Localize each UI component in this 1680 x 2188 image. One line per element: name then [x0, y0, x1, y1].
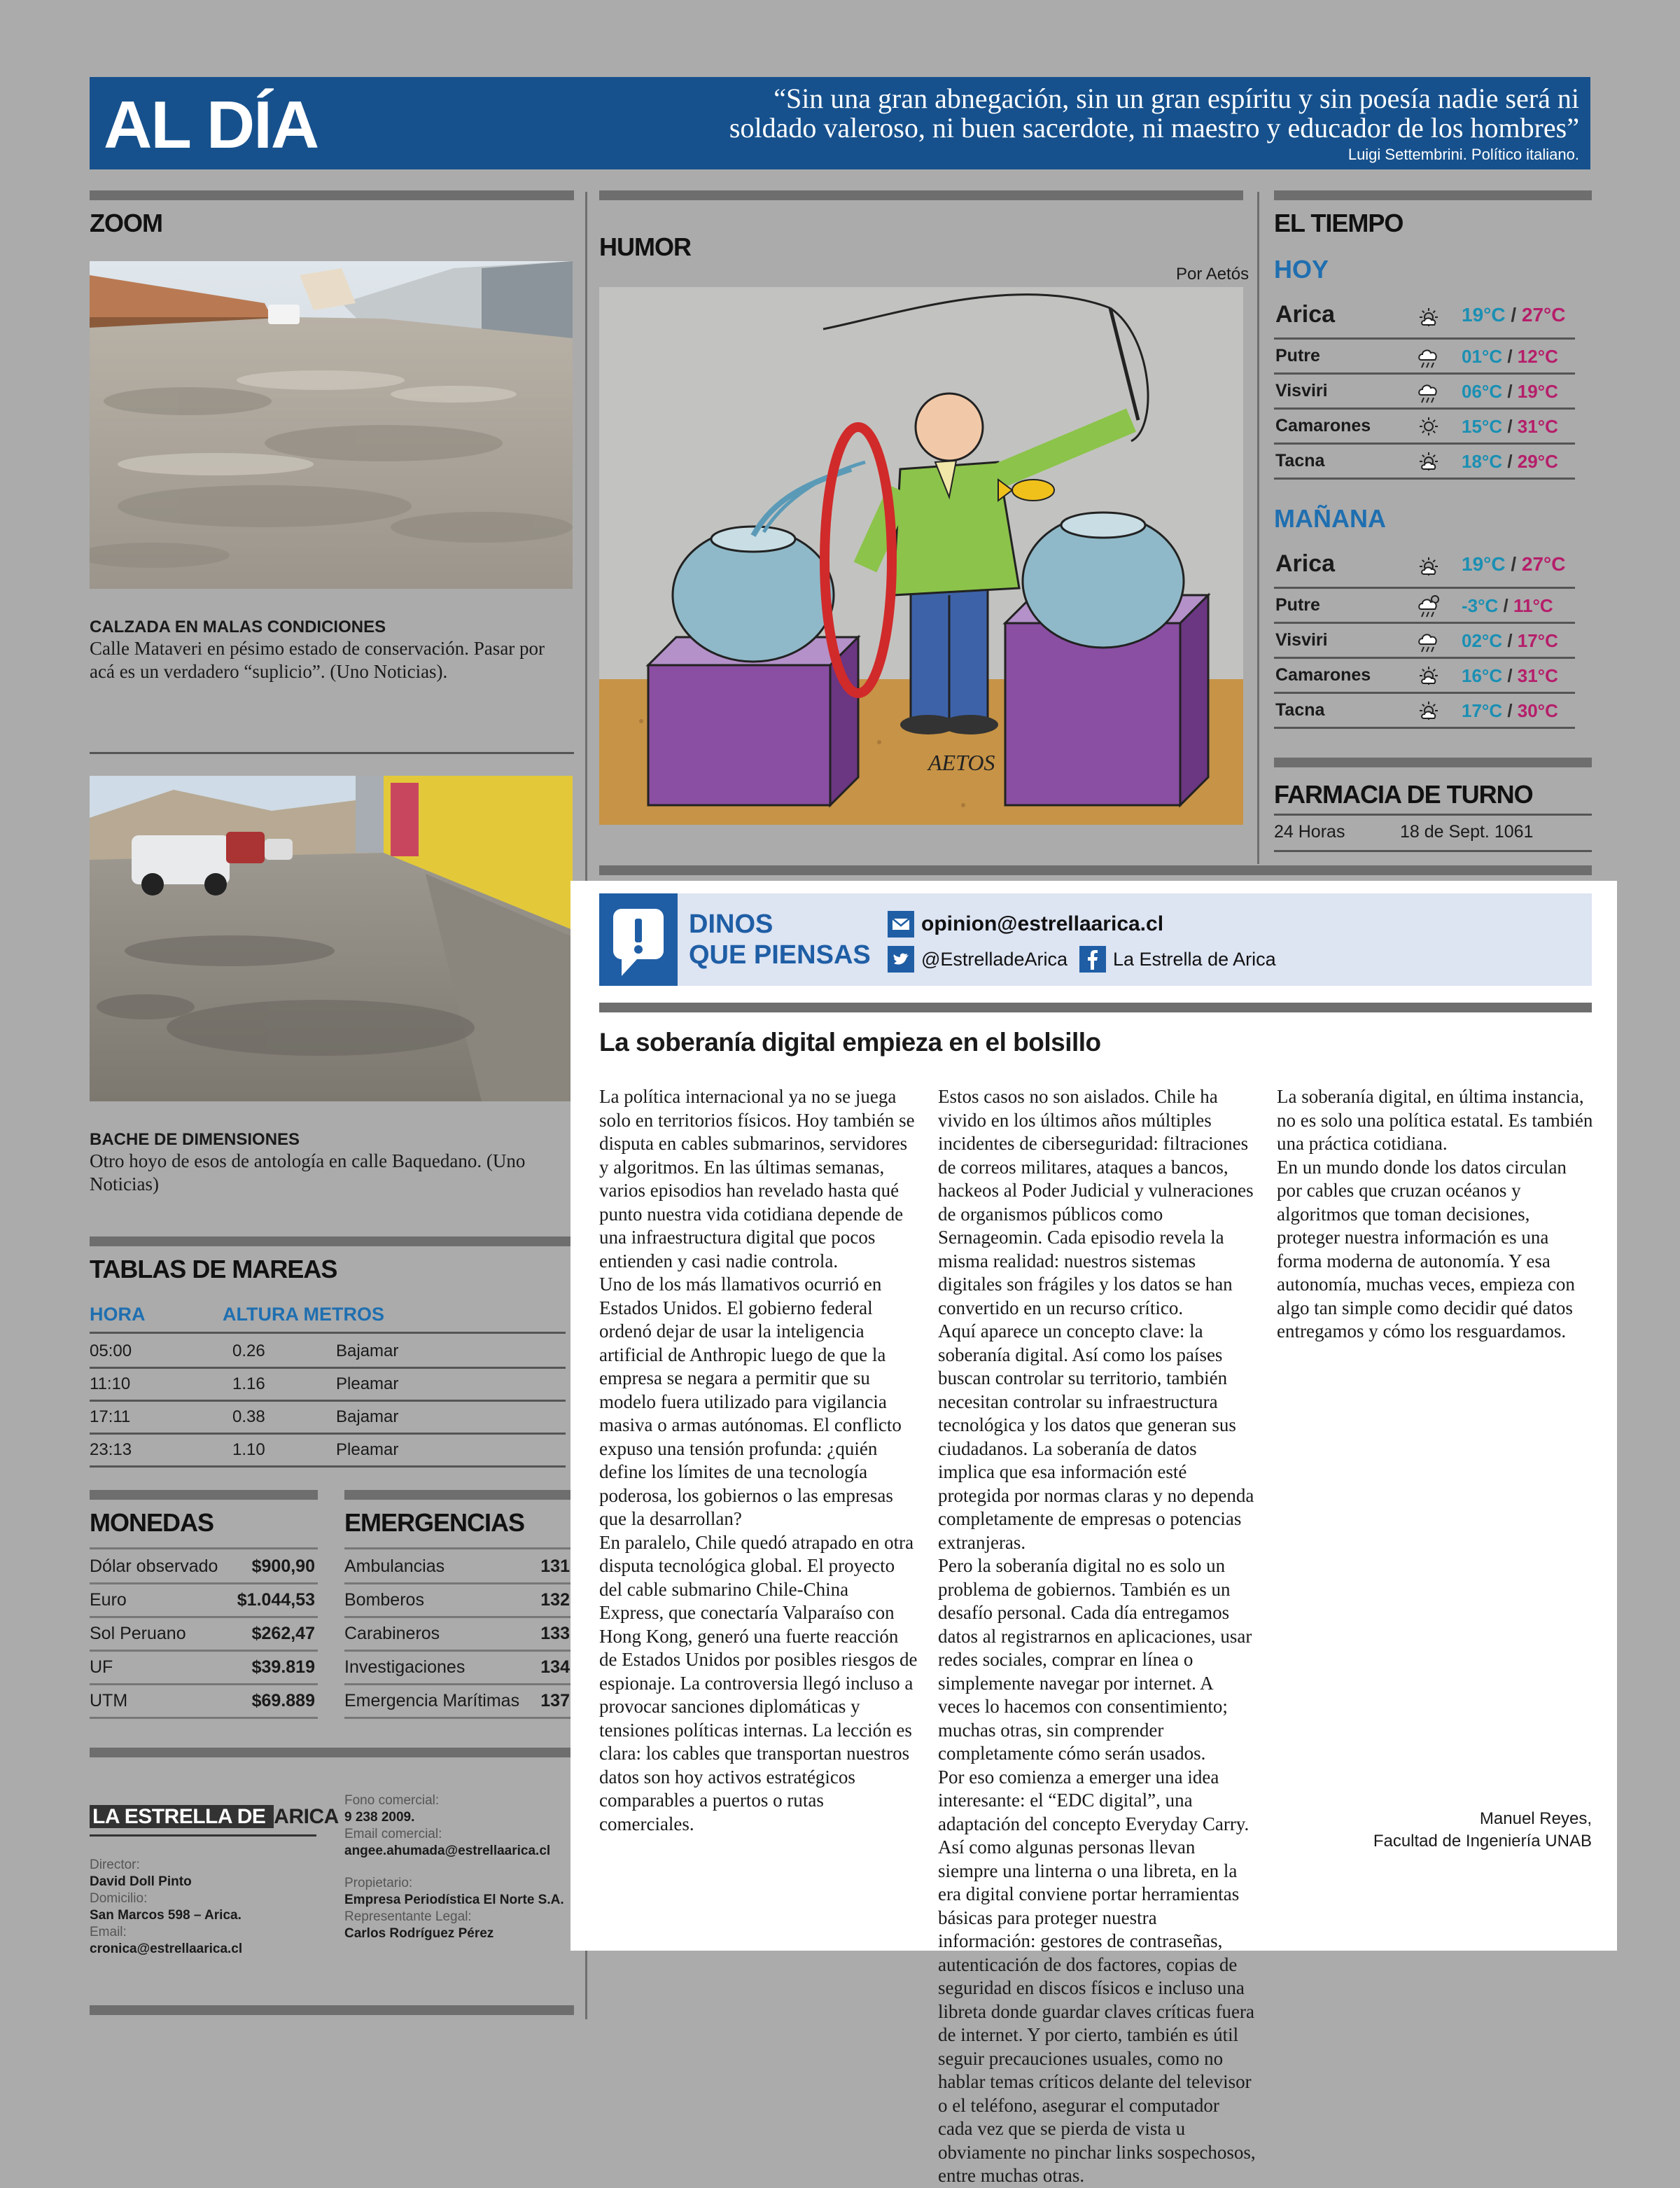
table-row — [90, 1433, 566, 1468]
weather-row — [1274, 622, 1575, 659]
currency-value: $262,47 — [251, 1624, 315, 1643]
section-title: AL DÍA — [104, 88, 318, 162]
weather-row — [1274, 443, 1575, 480]
tides-title: TABLAS DE MAREAS — [90, 1255, 337, 1283]
temp-max: 17°C — [1517, 630, 1558, 651]
tide-time: 05:00 — [90, 1342, 132, 1360]
table-row — [344, 1549, 573, 1584]
twitter-icon — [888, 946, 914, 973]
section-rule — [599, 865, 1592, 875]
table-row — [90, 1549, 318, 1584]
opinion-email-link[interactable] — [888, 912, 1163, 937]
table-row — [90, 1650, 318, 1685]
column-divider — [1257, 192, 1259, 864]
weather-temps: 15°C / 31°C — [1462, 416, 1558, 437]
opinion-icon-box — [599, 893, 678, 986]
weather-temps: 19°C / 27°C — [1462, 553, 1566, 575]
tide-height: 0.26 — [232, 1342, 265, 1360]
temp-max: 31°C — [1517, 416, 1558, 437]
weather-city: Visviri — [1275, 381, 1328, 400]
director-label: Director: — [90, 1858, 140, 1872]
article-headline: La soberanía digital empieza en el bolsillo — [599, 1028, 1101, 1057]
divider — [90, 752, 574, 754]
temp-min: 15°C — [1462, 416, 1503, 437]
tide-type: Bajamar — [336, 1342, 399, 1360]
tides-col-altura: ALTURA METROS — [223, 1304, 384, 1325]
table-row — [90, 1617, 318, 1652]
weather-temps: 18°C / 29°C — [1462, 451, 1558, 472]
rain-cloud-icon — [1414, 626, 1443, 655]
quote-author: Luigi Settembrini. Político italiano. — [1348, 146, 1579, 163]
weather-city: Tacna — [1275, 700, 1325, 720]
currency-value: $39.819 — [251, 1657, 315, 1677]
fono-label: Fono comercial: — [344, 1793, 440, 1808]
zoom-title: ZOOM — [90, 209, 162, 237]
table-row — [344, 1583, 573, 1618]
cartoon-signature: AETOS — [928, 750, 995, 775]
quote-line-1: “Sin una gran abnegación, sin un gran espíritu y sin poesía nadie será ni — [774, 83, 1579, 114]
weather-city: Arica — [1275, 550, 1336, 577]
weather-city: Visviri — [1275, 630, 1328, 650]
temp-max: 11°C — [1513, 595, 1553, 616]
divider — [1274, 850, 1592, 852]
section-rule — [90, 2005, 574, 2015]
weather-row — [1274, 543, 1575, 589]
humor-cartoon — [599, 287, 1243, 825]
table-row — [90, 1684, 318, 1719]
article-paragraph: Pero la soberanía digital no es solo un problema de gobiernos. También es un desafío personal. Cada día entregamos datos al registrarnos en aplicaciones, usar redes sociales, comprar en línea o simplemente navegar por internet. A veces lo hacemos con consentimiento; muchas otras, sin comprender completamente cómo serán usados. — [938, 1555, 1252, 1764]
fono-value: 9 238 2009. — [344, 1810, 415, 1825]
article-column-3 — [1277, 1085, 1595, 1344]
email-label: Email: — [90, 1925, 127, 1939]
opinion-email: opinion@estrellaarica.cl — [921, 912, 1164, 935]
tide-time: 23:13 — [90, 1440, 132, 1459]
weather-row — [1274, 337, 1575, 375]
divider — [1274, 814, 1592, 816]
speech-bubble-icon — [599, 893, 678, 986]
temp-max: 27°C — [1521, 553, 1566, 575]
weather-row — [1274, 587, 1575, 624]
emergency-number: 137 — [540, 1691, 570, 1710]
weather-today-label: HOY — [1274, 255, 1329, 284]
table-row — [344, 1684, 573, 1719]
weather-temps: -3°C / 11°C — [1462, 595, 1553, 616]
sun-rain-icon — [1414, 591, 1443, 620]
article-paragraph: Por eso comienza a emerger una idea interesante: el “EDC digital”, una adaptación del concepto Everyday Carry. Así como algunas personas llevan siempre una linterna o una libreta, en la era digital conviene portar herramientas básicas para proteger nuestra información: gestores de contraseñas, autenticación de dos factores, copias de seguridad en discos físicos e incluso una libreta donde guardar claves críticas fuera de internet. Y por cierto, también es útil seguir precauciones usuales, como no hablar temas críticos delante del televisor o el teléfono, asegurar el computador cada vez que se pierda de vista u obviamente no pinchar links sospechosos, entre muchas otras. — [938, 1766, 1256, 2186]
logo-text-a: LA ESTRELLA DE — [90, 1805, 274, 1828]
rain-cloud-icon — [1414, 377, 1443, 406]
author-affiliation: Facultad de Ingeniería UNAB — [1373, 1832, 1592, 1851]
propietario-label: Propietario: — [344, 1876, 413, 1890]
pharmacy-address: 18 de Sept. 1061 — [1400, 822, 1534, 842]
header-quote — [729, 84, 1579, 143]
section-rule — [1274, 190, 1592, 200]
twitter-handle: @EstrelladeArica — [921, 948, 1068, 970]
tide-time: 17:11 — [90, 1407, 131, 1426]
section-rule — [90, 1748, 574, 1757]
opinion-label — [689, 909, 871, 970]
temp-min: 02°C — [1462, 630, 1503, 651]
emergency-number: 133 — [540, 1624, 570, 1643]
tide-type: Bajamar — [336, 1407, 399, 1426]
domicilio-value: San Marcos 598 – Arica. — [90, 1908, 241, 1923]
facebook-link[interactable] — [1079, 945, 1276, 973]
weather-row — [1274, 407, 1575, 445]
tide-time: 11:10 — [90, 1374, 131, 1393]
opinion-label-line1: DINOS — [689, 910, 774, 939]
emergency-name: Investigaciones — [344, 1657, 465, 1677]
section-rule — [599, 190, 1243, 200]
temp-min: 17°C — [1462, 700, 1503, 721]
pharmacy-hours: 24 Horas — [1274, 822, 1345, 842]
newspaper-logo — [90, 1805, 339, 1837]
temp-min: 06°C — [1462, 381, 1503, 402]
table-row — [90, 1335, 566, 1369]
tides-col-hora: HORA — [90, 1304, 146, 1325]
opinion-label-line2: QUE PIENSAS — [689, 940, 871, 970]
article-paragraph: La política internacional ya no se juega solo en territorios físicos. Hoy también se disputa en cables submarinos, servidores y algoritmos. En las últimas semanas, varios episodios han revelado hasta qué punto nuestra vida cotidiana depende de una infraestructura digital que pocos entienden y casi nadie controla. — [599, 1086, 915, 1271]
rep-label: Representante Legal: — [344, 1909, 472, 1924]
email-com-label: Email comercial: — [344, 1827, 442, 1841]
photo-caption-1 — [90, 618, 573, 683]
director-name: David Doll Pinto — [90, 1874, 192, 1889]
weather-temps: 17°C / 30°C — [1462, 700, 1558, 721]
temp-min: 18°C — [1462, 451, 1503, 472]
weather-tomorrow-label: MAÑANA — [1274, 504, 1386, 533]
weather-temps: 02°C / 17°C — [1462, 630, 1558, 651]
article-paragraph: Estos casos no son aislados. Chile ha vivido en los últimos años múltiples incidentes de ciberseguridad: filtraciones de correos militares, ataques a bancos, hackeos al Poder Judicial y vulneraciones de organismos públicos como Sernageomin. Cada episodio revela la misma realidad: nuestros sistemas digitales son frágiles y los datos se han convertido en un recurso crítico. — [938, 1086, 1254, 1318]
temp-max: 19°C — [1517, 381, 1558, 402]
table-row — [90, 1367, 566, 1402]
sun-icon — [1414, 412, 1443, 441]
weather-city: Arica — [1275, 301, 1336, 328]
emergencies-title: EMERGENCIAS — [344, 1508, 525, 1537]
page-header — [90, 77, 1590, 169]
email-com-value: angee.ahumada@estrellaarica.cl — [344, 1844, 551, 1858]
caption-title: BACHE DE DIMENSIONES — [90, 1130, 300, 1149]
section-rule — [90, 1490, 318, 1500]
emergency-name: Emergencia Marítimas — [344, 1691, 520, 1710]
weather-city: Camarones — [1275, 416, 1371, 435]
humor-title: HUMOR — [599, 232, 691, 261]
masthead-staff — [90, 1857, 242, 1958]
propietario-value: Empresa Periodística El Norte S.A. — [344, 1893, 564, 1907]
masthead-commercial — [344, 1792, 564, 1942]
weather-temps: 19°C / 27°C — [1462, 304, 1566, 326]
table-row — [344, 1650, 573, 1685]
emergency-number: 132 — [540, 1590, 570, 1610]
article-column-2 — [938, 1085, 1256, 2188]
table-row — [90, 1583, 318, 1618]
currency-name: UF — [90, 1657, 113, 1677]
author-name: Manuel Reyes, — [1479, 1809, 1592, 1828]
weather-row — [1274, 372, 1575, 410]
tide-height: 0.38 — [232, 1407, 265, 1426]
temp-min: 16°C — [1462, 665, 1503, 686]
article-author — [1373, 1808, 1592, 1853]
article-paragraph: Aquí aparece un concepto clave: la soberanía digital. Así como los países buscan controlar su territorio, también necesitan controlar su infraestructura tecnológica y los datos que generan sus ciudadanos. La soberanía de datos implica que esa información esté protegida por normas claras y no dependa completamente de empresas o potencias extranjeras. — [938, 1321, 1254, 1553]
logo-text-b: ARICA — [274, 1805, 339, 1828]
section-rule — [90, 1236, 574, 1246]
emergency-number: 131 — [540, 1556, 570, 1576]
weather-city: Putre — [1275, 346, 1320, 365]
article-paragraph: En paralelo, Chile quedó atrapado en otra disputa tecnológica global. El proyecto del cable submarino Chile-China Express, que conectaría Valparaíso con Hong Kong, generó una fuerte reacción de Estados Unidos por posibles riesgos de espionaje. La controversia llegó incluso a provocar sanciones diplomáticas y tensiones políticas internas. La lección es clara: los cables que transportan nuestros datos son hoy activos estratégicos comparables a puertos o rutas comerciales. — [599, 1531, 918, 1834]
currency-value: $1.044,53 — [237, 1590, 315, 1610]
section-rule — [90, 190, 574, 200]
facebook-page: La Estrella de Arica — [1113, 948, 1276, 970]
temp-max: 29°C — [1517, 451, 1558, 472]
caption-title: CALZADA EN MALAS CONDICIONES — [90, 618, 386, 636]
section-rule — [344, 1490, 574, 1500]
photo-caption-2 — [90, 1130, 573, 1196]
temp-max: 27°C — [1521, 304, 1566, 326]
twitter-link[interactable] — [888, 945, 1068, 973]
weather-temps: 16°C / 31°C — [1462, 665, 1558, 686]
partly-sunny-icon — [1414, 447, 1443, 476]
tide-type: Pleamar — [336, 1374, 399, 1393]
street-photo-1 — [90, 261, 573, 589]
temp-min: 01°C — [1462, 346, 1503, 367]
tide-height: 1.10 — [232, 1440, 265, 1459]
temp-min: 19°C — [1462, 304, 1506, 326]
weather-city: Putre — [1275, 595, 1320, 615]
email-value: cronica@estrellaarica.cl — [90, 1942, 243, 1956]
caption-text: Calle Mataveri en pésimo estado de conservación. Pasar por acá es un verdadero “suplicio”. (Uno Noticias). — [90, 638, 545, 682]
emergency-name: Carabineros — [344, 1624, 440, 1643]
facebook-icon — [1079, 946, 1106, 973]
currency-value: $69.889 — [251, 1691, 315, 1710]
temp-max: 30°C — [1517, 700, 1558, 721]
emergency-name: Bomberos — [344, 1590, 424, 1610]
rep-value: Carlos Rodríguez Pérez — [344, 1926, 494, 1941]
divider — [90, 1332, 566, 1334]
temp-min: 19°C — [1462, 553, 1506, 575]
currency-name: Sol Peruano — [90, 1624, 186, 1643]
currency-name: Dólar observado — [90, 1556, 218, 1576]
weather-row — [1274, 294, 1575, 340]
article-paragraph: La soberanía digital, en última instancia, no es solo una política estatal. Es también una práctica cotidiana. — [1277, 1086, 1593, 1154]
article-column-1 — [599, 1085, 918, 1836]
tide-height: 1.16 — [232, 1374, 265, 1393]
mail-icon — [888, 911, 914, 938]
weather-temps: 01°C / 12°C — [1462, 346, 1558, 367]
weather-temps: 06°C / 19°C — [1462, 381, 1558, 402]
weather-row — [1274, 657, 1575, 694]
tide-type: Pleamar — [336, 1440, 399, 1459]
currency-value: $900,90 — [251, 1556, 315, 1576]
partly-sunny-icon — [1414, 302, 1443, 332]
weather-row — [1274, 692, 1575, 729]
temp-min: -3°C — [1462, 595, 1499, 616]
partly-sunny-icon — [1414, 552, 1443, 581]
caption-text: Otro hoyo de esos de antología en calle Baquedano. (Uno Noticias) — [90, 1150, 526, 1194]
pharmacy-title: FARMACIA DE TURNO — [1274, 780, 1533, 809]
cartoon-credit: Por Aetós — [1176, 265, 1250, 284]
currency-name: UTM — [90, 1691, 128, 1710]
currency-name: Euro — [90, 1590, 127, 1610]
temp-max: 12°C — [1517, 346, 1558, 367]
article-paragraph: Uno de los más llamativos ocurrió en Estados Unidos. El gobierno federal ordenó dejar de usar la inteligencia artificial de Anthropic luego de que la empresa se negara a permitir que su modelo fuera utilizado para vigilancia masiva o armas autónomas. El conflicto expuso una tensión profunda: ¿quién define los límites de una tecnología poderosa, los gobiernos o las empresas que la desarrollan? — [599, 1274, 902, 1529]
street-photo-2 — [90, 776, 573, 1101]
section-rule — [599, 1003, 1592, 1012]
weather-title: EL TIEMPO — [1274, 209, 1404, 237]
emergency-number: 134 — [540, 1657, 570, 1677]
currencies-title: MONEDAS — [90, 1508, 214, 1537]
table-row — [344, 1617, 573, 1652]
opinion-banner — [599, 893, 1592, 986]
temp-max: 31°C — [1517, 665, 1558, 686]
rain-cloud-icon — [1414, 342, 1443, 371]
emergency-name: Ambulancias — [344, 1556, 445, 1576]
domicilio-label: Domicilio: — [90, 1891, 148, 1906]
article-paragraph: En un mundo donde los datos circulan por cables que cruzan océanos y algoritmos que toman decisiones, proteger nuestra información es una forma moderna de autonomía. Y esa autonomía, muchas veces, empieza con algo tan simple como decidir qué datos entregamos y cómo los resguardamos. — [1277, 1156, 1575, 1342]
table-row — [90, 1400, 566, 1435]
partly-sunny-icon — [1414, 661, 1443, 690]
partly-sunny-icon — [1414, 696, 1443, 725]
section-rule — [1274, 758, 1592, 767]
quote-line-2: soldado valeroso, ni buen sacerdote, ni maestro y educador de los hombres” — [729, 112, 1579, 144]
weather-city: Camarones — [1275, 665, 1371, 685]
weather-city: Tacna — [1275, 451, 1325, 471]
